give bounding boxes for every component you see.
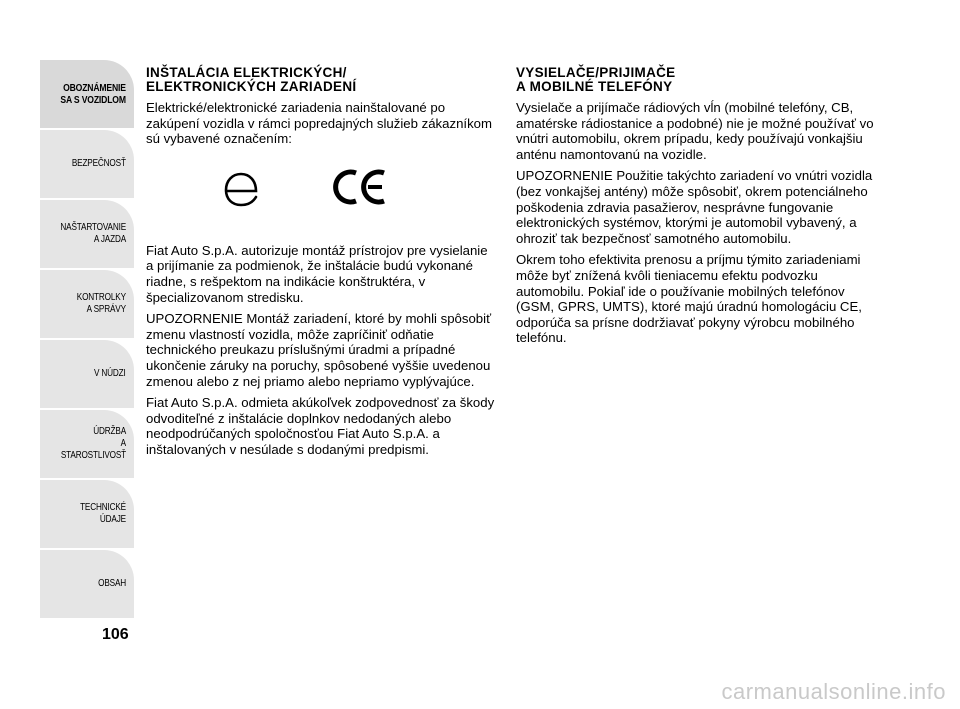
tab-label: BEZPEČNOSŤ [72, 158, 126, 169]
tab-technicke-udaje[interactable] [40, 480, 134, 548]
ce-mark-icon [332, 167, 388, 207]
tab-kontrolky[interactable] [40, 270, 134, 338]
section-heading-installation: INŠTALÁCIA ELEKTRICKÝCH/ ELEKTRONICKÝCH ZARIADENÍ [146, 65, 357, 94]
section-heading-transmitters: VYSIELAČE/PRIJIMAČE A MOBILNÉ TELEFÓNY [516, 65, 676, 94]
page-number: 106 [102, 626, 129, 643]
tab-label: OBOZNÁMENIE SA S VOZIDLOM [60, 82, 126, 106]
authorization-paragraph: Fiat Auto S.p.A. autorizuje montáž prístrojov pre vysielanie a prijímanie za podmienok, že inštalácie budú vykonané riadne, s rešpektom na indikácie konštruktéra, v špecializovanom stredisku. [146, 242, 488, 305]
mobile-phones-paragraph: Okrem toho efektivita prenosu a príjmu týmito zariadeniami môže byť znížená kvôli tieniacemu efektu podvozku automobilu. Pokiaľ ide o používanie mobilných telefónov (GSM, GPRS, UMTS), ktoré majú úradnú homologáciu CE, odporúča sa prísne dodržiavať pokyny výrobcu mobilného telefónu. [516, 252, 862, 346]
disclaimer-paragraph: Fiat Auto S.p.A. odmieta akúkoľvek zodpovednosť za škody odvoditeľné z inštalácie doplnkov nedodaných alebo neodpodrúčaných spoločnosťou Fiat Auto S.p.A. a inštalovaných v nesúlade s dodanými predpismi. [146, 395, 495, 457]
tab-label: ÚDRŽBA A STAROSTLIVOSŤ [60, 426, 126, 461]
tab-udrzba[interactable] [40, 410, 134, 478]
chapter-tabs [40, 60, 134, 620]
tab-label: TECHNICKÉ ÚDAJE [80, 502, 126, 525]
tab-label: V NÚDZI [94, 368, 126, 379]
tab-nastartovanie[interactable] [40, 200, 134, 268]
tab-obsah[interactable] [40, 550, 134, 618]
transmitters-paragraph: Vysielače a prijímače rádiových vĺn (mobilné telefóny, CB, amatérske rádiostanice a podobné) nie je možné používať vo vnútri automobilu, okrem prípadu, kedy používajú vonkajšiu anténu namontovanú na vozidle. [516, 100, 874, 162]
tab-label: NAŠTARTOVANIE A JAZDA [60, 222, 126, 245]
tab-bezpecnost[interactable] [40, 130, 134, 198]
tab-label: OBSAH [98, 578, 126, 589]
left-column [146, 66, 498, 464]
e-mark-icon [222, 169, 262, 209]
warning-paragraph: UPOZORNENIE Montáž zariadení, ktoré by mohli spôsobiť zmenu vlastností vozidla, môže zapríčiniť odňatie technického preukazu príslušnými úradmi a prípadné ukončenie záruky na poruchy, spôsobené vyššie uvedenou zmenou alebo z nej priamo alebo nepriamo vyplývajúce. [146, 311, 492, 389]
transmitters-warning-paragraph: UPOZORNENIE Použitie takýchto zariadení vo vnútri vozidla (bez vonkajšej antény) môže spôsobiť, okrem potenciálneho poškodenia zdravia pasažierov, nesprávne fungovanie elektronických systémov, ktorými je automobil vybavený, a ohroziť tak bezpečnosť samotného automobilu. [516, 168, 873, 246]
right-column [516, 66, 876, 352]
watermark: carmanualsonline.info [721, 679, 946, 704]
approval-marks [146, 155, 498, 237]
tab-label: KONTROLKY A SPRÁVY [76, 292, 126, 315]
intro-paragraph: Elektrické/elektronické zariadenia nainštalované po zakúpení vozidla v rámci popredajných služieb zákazníkom sú vybavené označením: [146, 100, 492, 147]
tab-oboznamenie[interactable] [40, 60, 134, 128]
tab-v-nudzi[interactable] [40, 340, 134, 408]
